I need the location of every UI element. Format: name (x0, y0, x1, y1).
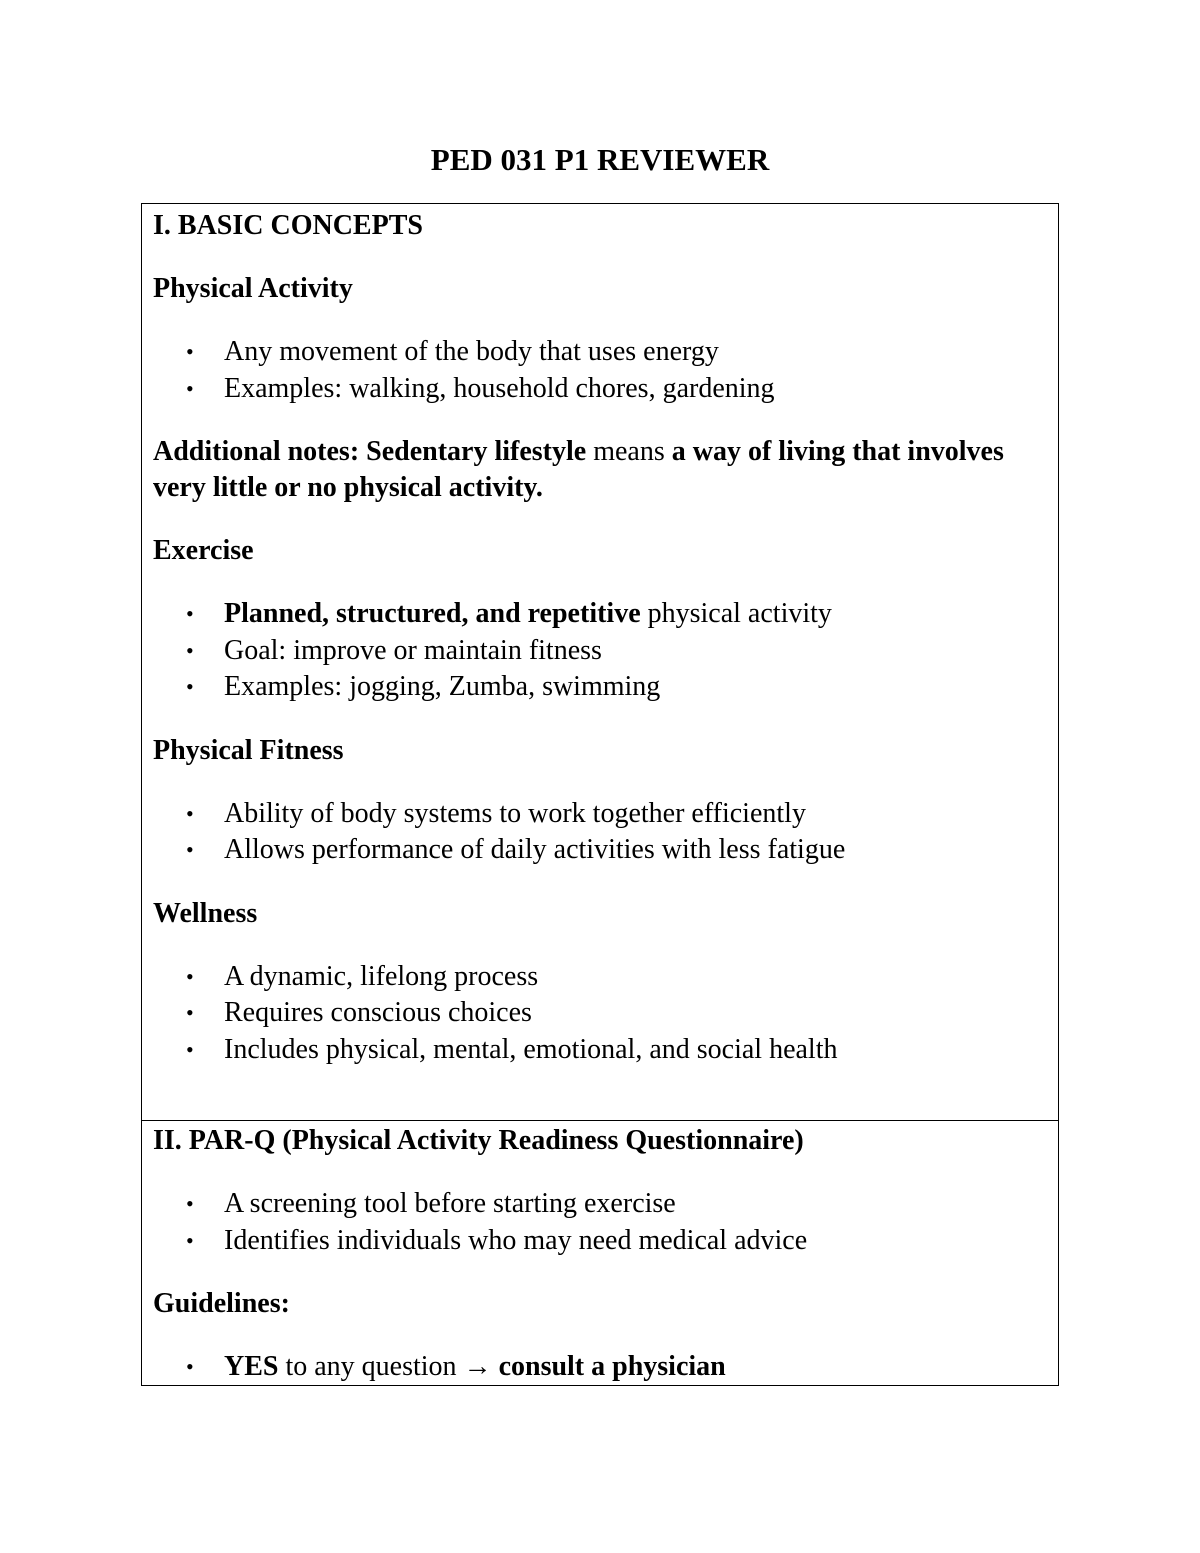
list-item: • Identifies individuals who may need medical advice (153, 1223, 1048, 1260)
bullet-icon: • (186, 1036, 194, 1062)
guidelines-list (153, 1349, 1048, 1386)
reviewer-table (141, 203, 1059, 1386)
heading-physical-activity: Physical Activity (153, 273, 353, 304)
heading-physical-fitness: Physical Fitness (153, 734, 344, 766)
section-heading-parq: II. PAR-Q (Physical Activity Readiness Questionnaire) (153, 1125, 804, 1156)
list-item: • YES to any question → consult a physician (153, 1349, 1048, 1386)
list-item: • Allows performance of daily activities with less fatigue (153, 832, 1048, 869)
wellness-list (153, 959, 1048, 1069)
physical-fitness-list (153, 796, 1048, 869)
list-item: • A dynamic, lifelong process (153, 959, 1048, 996)
section-heading-basic-concepts: I. BASIC CONCEPTS (153, 210, 423, 241)
bullet-icon: • (186, 375, 194, 401)
list-item: • A screening tool before starting exercise (153, 1186, 1048, 1223)
bullet-icon: • (186, 1227, 194, 1253)
document-title: PED 031 P1 REVIEWER (430, 142, 770, 177)
heading-guidelines: Guidelines: (153, 1288, 290, 1319)
bullet-icon: • (186, 339, 194, 364)
bullet-icon: • (186, 674, 194, 699)
bullet-icon: • (186, 601, 194, 626)
physical-activity-list (153, 334, 1048, 407)
parq-cell (142, 1121, 1058, 1385)
additional-notes: Additional notes: Sedentary lifestyle means a way of living that involves very little or no physical activity. (153, 436, 1004, 503)
list-item: • Planned, structured, and repetitive physical activity (153, 596, 1048, 633)
bullet-icon: • (186, 1354, 194, 1379)
exercise-list (153, 596, 1048, 706)
list-item: • Examples: jogging, Zumba, swimming (153, 669, 1048, 706)
bullet-icon: • (186, 637, 194, 663)
basic-concepts-cell (142, 204, 1058, 1121)
heading-wellness: Wellness (153, 897, 258, 929)
list-item: • Examples: walking, household chores, gardening (153, 371, 1048, 408)
bullet-icon: • (186, 1191, 194, 1216)
bullet-icon: • (186, 837, 194, 862)
heading-exercise: Exercise (153, 535, 254, 566)
parq-list (153, 1186, 1048, 1259)
bullet-icon: • (186, 1000, 194, 1025)
bullet-icon: • (186, 800, 194, 826)
list-item: • Includes physical, mental, emotional, and social health (153, 1032, 1048, 1069)
bullet-icon: • (186, 963, 194, 989)
list-item: • Ability of body systems to work together efficiently (153, 796, 1048, 833)
list-item: • Requires conscious choices (153, 995, 1048, 1032)
list-item: • Any movement of the body that uses energy (153, 334, 1048, 371)
list-item: • Goal: improve or maintain fitness (153, 633, 1048, 670)
